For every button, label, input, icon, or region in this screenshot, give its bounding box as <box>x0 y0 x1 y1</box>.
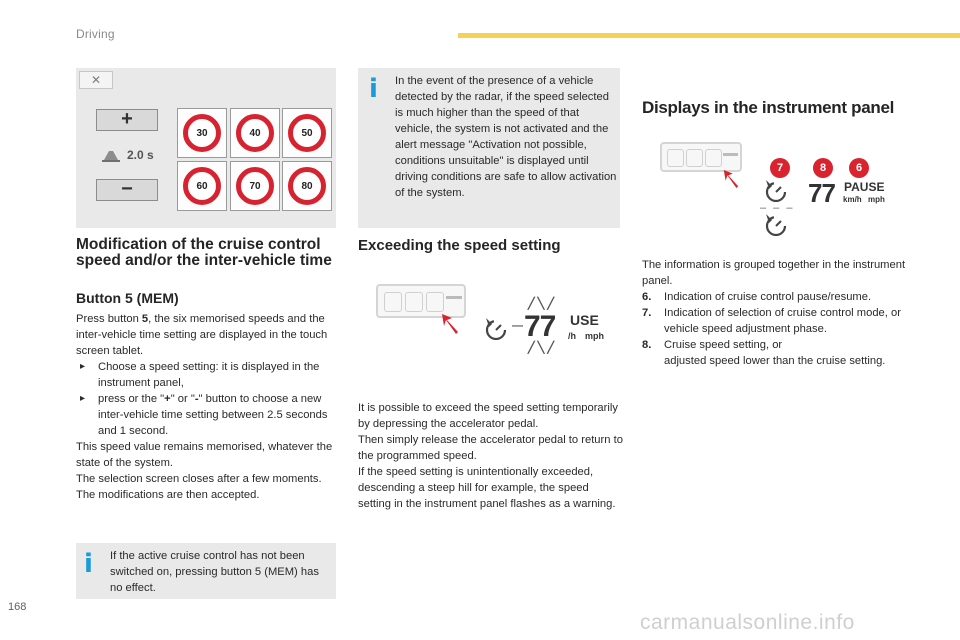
exceeding-text-3: If the speed setting is unintentionally exceeded, descending a steep hill for example, the speed setting in the instrument panel flashes as a warning. <box>358 466 616 510</box>
exceeding-heading: Exceeding the speed setting <box>358 237 561 254</box>
minus-button[interactable]: − <box>96 179 158 201</box>
displays-illustration <box>660 142 905 242</box>
info-icon: i <box>369 74 378 104</box>
bullet-marker: ▸ <box>80 393 86 404</box>
speed-sign-40: 40 <box>236 114 274 152</box>
info-box-middle <box>358 68 620 228</box>
info-box-left <box>76 543 336 599</box>
speed-sign-30: 30 <box>183 114 221 152</box>
speed-slot-5[interactable] <box>230 161 280 211</box>
list-item: 6. Indication of cruise control pause/resume. <box>642 291 872 303</box>
list-item: 8. Cruise speed setting, or adjusted speed lower than the cruise setting. <box>642 339 886 367</box>
exceeding-unit-km: /h <box>568 331 576 341</box>
displays-speed-value: 77 <box>808 178 835 208</box>
exceeding-text-1: It is possible to exceed the speed setting temporarily by depressing the accelerator pedal. <box>358 402 618 430</box>
info-left-text: If the active cruise control has not been switched on, pressing button 5 (MEM) has no effect. <box>110 550 319 594</box>
exceeding-illustration <box>376 282 616 362</box>
displays-intro: The information is grouped together in the instrument panel. <box>642 259 906 287</box>
exceeding-body <box>358 400 624 512</box>
bullet-item: ▸ Choose a speed setting: it is displayed in the instrument panel, <box>80 361 320 389</box>
displays-heading: Displays in the instrument panel <box>642 98 895 117</box>
speed-slot-3[interactable] <box>282 108 332 158</box>
bullet-item: ▸ press or the "+" or "-" button to choose a new inter-vehicle time setting between 2.5 seconds and 1 second. <box>80 393 328 437</box>
modification-after-1: This speed value remains memorised, whatever the state of the system. <box>76 441 333 469</box>
badge-8: 8 <box>813 158 833 178</box>
exceeding-status: USE <box>570 312 599 328</box>
modification-bullets <box>76 359 340 439</box>
speed-slot-2[interactable] <box>230 108 280 158</box>
inter-vehicle-time <box>100 147 180 165</box>
button-5-heading: Button 5 (MEM) <box>76 290 179 306</box>
adaptive-cruise-icon <box>760 212 790 238</box>
modification-after-2: The selection screen closes after a few moments. The modifications are then accepted. <box>76 473 322 501</box>
touch-screen-illustration <box>76 68 336 228</box>
section-label: Driving <box>76 27 115 41</box>
displays-status: PAUSE <box>844 180 885 194</box>
modification-heading: Modification of the cruise control speed and/or the inter-vehicle time <box>76 236 332 269</box>
speed-slot-6[interactable] <box>282 161 332 211</box>
cruise-control-icon <box>480 314 510 340</box>
badge-6: 6 <box>849 158 869 178</box>
close-icon: ✕ <box>79 71 113 89</box>
exceeding-speed-value: 77 <box>524 310 556 343</box>
list-item: 7. Indication of selection of cruise control mode, or vehicle speed adjustment phase. <box>642 307 901 335</box>
header-accent-bar <box>458 33 960 38</box>
displays-unit-km: km/h <box>843 195 862 204</box>
speed-sign-80: 80 <box>288 167 326 205</box>
speed-sign-70: 70 <box>236 167 274 205</box>
modification-intro: Press button 5, the six memorised speeds and the inter-vehicle time setting are displayed in the touch screen tablet. <box>76 313 328 357</box>
modification-body <box>76 311 340 503</box>
plus-button[interactable]: + <box>96 109 158 131</box>
bullet-marker: ▸ <box>80 361 86 372</box>
pointer-arrow-icon <box>440 312 460 336</box>
inter-vehicle-time-value: 2.0 s <box>127 148 154 162</box>
watermark: carmanualsonline.info <box>640 611 855 634</box>
displays-unit-mph: mph <box>868 195 885 204</box>
flashing-marks: ╱ ╲ ╱ — ╱ ╲ ╱ <box>512 298 554 354</box>
displays-list <box>642 289 912 369</box>
speed-slot-1[interactable] <box>177 108 227 158</box>
speed-slot-4[interactable] <box>177 161 227 211</box>
dashes: – – – <box>760 202 795 214</box>
exceeding-unit-mph: mph <box>585 331 604 341</box>
vehicle-distance-icon <box>100 147 122 163</box>
badge-7: 7 <box>770 158 790 178</box>
displays-body <box>642 257 912 369</box>
info-icon: i <box>84 549 93 579</box>
cruise-control-icon <box>760 176 790 202</box>
exceeding-text-2: Then simply release the accelerator pedal to return to the programmed speed. <box>358 434 623 462</box>
info-middle-text: In the event of the presence of a vehicle detected by the radar, if the speed selected is much higher than the speed of that vehicle, the system is not activated and the alert message "Activation not possible, conditions unsuitable" is displayed until driving conditions are safe to allow activation of the system. <box>395 75 617 199</box>
speed-sign-50: 50 <box>288 114 326 152</box>
pointer-arrow-icon <box>722 168 740 190</box>
speed-sign-60: 60 <box>183 167 221 205</box>
page-number: 168 <box>8 601 27 613</box>
